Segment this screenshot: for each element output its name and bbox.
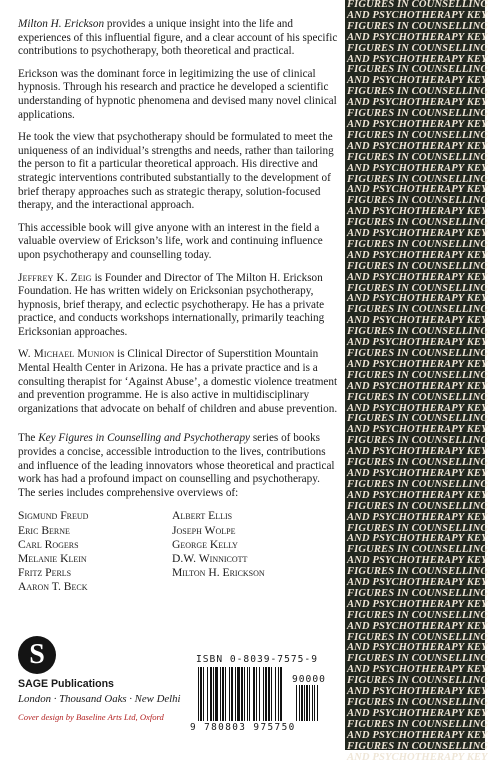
series-title: Key Figures in Counselling and Psychotherapy (38, 432, 251, 445)
barcode-bar (299, 685, 300, 721)
band-text-line: AND PSYCHOTHERAPY KEY (347, 380, 488, 392)
band-text-line: AND PSYCHOTHERAPY KEY (347, 446, 488, 458)
series-paragraph: The Key Figures in Counselling and Psychotherapy series of books provides a concise, accessible introduction to the lives, contributions and influence of the leading innovators whose theoretical and practical work has had a profound impact on counselling and psychotherapy. The series includes comprehensive overviews of: (18, 432, 335, 499)
barcode-bar (220, 667, 221, 721)
barcode-bar (263, 667, 264, 721)
band-text-line: FIGURES IN COUNSELLING (347, 64, 488, 76)
barcode-bar (256, 667, 257, 721)
band-text-line: FIGURES IN COUNSELLING (347, 42, 488, 54)
band-text-line: AND PSYCHOTHERAPY KEY (347, 577, 488, 589)
band-text-line: FIGURES IN COUNSELLING (347, 718, 488, 730)
band-text-line: FIGURES IN COUNSELLING (347, 173, 488, 185)
series-name: Sigmund Freud (18, 509, 89, 523)
band-text-line: FIGURES IN COUNSELLING (347, 435, 488, 447)
series-name: Fritz Perls (18, 566, 72, 580)
band-text-line: AND PSYCHOTHERAPY KEY (347, 511, 488, 523)
barcode-bar (222, 667, 224, 721)
band-text-line: AND PSYCHOTHERAPY KEY (347, 402, 488, 414)
price-code: 90000 (292, 674, 326, 685)
series-pattern-band (345, 0, 488, 763)
author-name-zeig: Jeffrey K. Zeig (18, 271, 92, 284)
author-name-munion: W. Michael Munion (18, 348, 115, 361)
band-text-line: AND PSYCHOTHERAPY KEY (347, 75, 488, 87)
series-name: Aaron T. Beck (18, 580, 88, 594)
series-names (18, 509, 338, 594)
band-text-line: FIGURES IN COUNSELLING (347, 151, 488, 163)
band-text-line: FIGURES IN COUNSELLING (347, 609, 488, 621)
band-text-line: FIGURES IN COUNSELLING (347, 20, 488, 32)
barcode-bar (317, 685, 318, 721)
band-text-line: AND PSYCHOTHERAPY KEY (347, 140, 488, 152)
barcode-bar (231, 667, 233, 721)
isbn-label: ISBN 0-8039-7575-9 (196, 654, 318, 665)
band-text-line: AND PSYCHOTHERAPY KEY (347, 358, 488, 370)
barcode-bar (265, 667, 267, 721)
band-text-line: AND PSYCHOTHERAPY KEY (347, 249, 488, 261)
barcode-bar (229, 667, 230, 721)
band-text-line: FIGURES IN COUNSELLING (347, 108, 488, 120)
barcode-bar (241, 667, 243, 721)
barcode-bar (259, 667, 260, 721)
barcode-bar (314, 685, 315, 721)
barcode-bar (312, 685, 313, 721)
series-name: Albert Ellis (172, 509, 233, 523)
band-text-line: FIGURES IN COUNSELLING (347, 369, 488, 381)
barcode-bar (301, 685, 303, 721)
cover-design-credit: Cover design by Baseline Arts Ltd, Oxford (18, 712, 164, 722)
band-text-line: AND PSYCHOTHERAPY KEY (347, 315, 488, 327)
band-text-line: FIGURES IN COUNSELLING (347, 544, 488, 556)
barcode-bar (198, 667, 199, 721)
band-text-line: FIGURES IN COUNSELLING (347, 697, 488, 708)
back-cover-text (18, 18, 338, 595)
band-text-line: AND PSYCHOTHERAPY KEY (347, 97, 488, 109)
band-text-line: AND PSYCHOTHERAPY KEY (347, 664, 488, 676)
band-text-line: AND PSYCHOTHERAPY KEY (347, 489, 488, 501)
barcode-digits: 9 780803 975750 (190, 722, 296, 733)
barcode-bar (215, 667, 218, 721)
band-text-line: FIGURES IN COUNSELLING (347, 478, 488, 490)
barcode-bar (237, 667, 240, 721)
band-text-line: FIGURES IN COUNSELLING (347, 413, 488, 425)
band-text-line: FIGURES IN COUNSELLING (347, 129, 488, 141)
band-text-line: FIGURES IN COUNSELLING (347, 457, 488, 469)
band-text-line: AND PSYCHOTHERAPY KEY (347, 533, 488, 545)
band-text-line: FIGURES IN COUNSELLING (347, 675, 488, 687)
barcode-bar (271, 667, 272, 721)
band-text-line: FIGURES IN COUNSELLING (347, 500, 488, 512)
band-text-line: FIGURES IN COUNSELLING (347, 217, 488, 229)
series-name: Joseph Wolpe (172, 523, 236, 537)
band-text-line: AND PSYCHOTHERAPY KEY (347, 293, 488, 305)
series-name: Melanie Klein (18, 552, 87, 566)
barcode-bar (207, 667, 208, 721)
publisher-name: SAGE Publications (18, 678, 114, 690)
barcode-bar (278, 667, 279, 721)
band-text-line: FIGURES IN COUNSELLING (347, 740, 488, 752)
band-text-line: FIGURES IN COUNSELLING (347, 391, 488, 403)
band-text-line: AND PSYCHOTHERAPY KEY (347, 271, 488, 283)
band-text-line: FIGURES IN COUNSELLING (347, 0, 488, 10)
band-text-line: AND PSYCHOTHERAPY KEY (347, 162, 488, 174)
barcode-bar (244, 667, 245, 721)
intro-paragraph: Milton H. Erickson provides a unique insight into the life and experiences of this influential figure, and a clear account of his specific contributions to psychotherapy, both theoretical and practical. (18, 18, 338, 58)
band-text-line: FIGURES IN COUNSELLING (347, 522, 488, 534)
series-name: George Kelly (172, 537, 238, 551)
band-text-line: FIGURES IN COUNSELLING (347, 86, 488, 98)
band-text-line: FIGURES IN COUNSELLING (347, 260, 488, 272)
series-names-right (172, 509, 322, 594)
band-text-line: FIGURES IN COUNSELLING (347, 282, 488, 294)
barcode-bar (304, 685, 305, 721)
series-name: Carl Rogers (18, 537, 79, 551)
band-text-line: AND PSYCHOTHERAPY KEY (347, 337, 488, 349)
band-text-line: AND PSYCHOTHERAPY KEY (347, 31, 488, 43)
barcode-bar (296, 685, 297, 721)
barcode-bar (247, 667, 248, 721)
band-text-line: AND PSYCHOTHERAPY KEY (347, 9, 488, 21)
sage-logo-icon: S (18, 636, 56, 674)
band-text-line: AND PSYCHOTHERAPY KEY (347, 729, 488, 741)
band-text-line: AND PSYCHOTHERAPY KEY (347, 184, 488, 196)
barcode-bar (268, 667, 270, 721)
barcode-bar (235, 667, 236, 721)
band-text-line: AND PSYCHOTHERAPY KEY (347, 598, 488, 610)
band-text-line: AND PSYCHOTHERAPY KEY (347, 620, 488, 632)
publisher-cities: London · Thousand Oaks · New Delhi (18, 693, 181, 705)
band-text-line: AND PSYCHOTHERAPY KEY (347, 707, 488, 719)
band-text-line: FIGURES IN COUNSELLING (347, 653, 488, 665)
barcode-bar (203, 667, 204, 721)
barcode-bar (200, 667, 202, 721)
band-text-line: FIGURES IN COUNSELLING (347, 195, 488, 207)
barcode-bar (309, 685, 310, 721)
author-zeig-bio: Jeffrey K. Zeig is Founder and Director of The Milton H. Erickson Foundation. He has written widely on Ericksonian psychotherapy, hypnosis, brief therapy, and eclectic psychotherapy. He has a private practice, and conducts workshops internationally, primarily teaching Ericksonian approaches. (18, 271, 325, 338)
barcode-icon (196, 667, 336, 723)
author-munion-bio: W. Michael Munion is Clinical Director of Superstition Mountain Mental Health Center in Arizona. He has a private practice and is a consulting therapist for ‘Against Abuse’, a domestic violence treatment and prevention programme. He is also active in multidisciplinary organizations that advocate on behalf of children and abuse prevention. (18, 348, 338, 415)
band-text-line: FIGURES IN COUNSELLING (347, 631, 488, 643)
band-text-line: AND PSYCHOTHERAPY KEY (347, 686, 488, 698)
barcode-bar (210, 667, 212, 721)
band-text-line: AND PSYCHOTHERAPY KEY (347, 751, 488, 763)
series-name: Eric Berne (18, 523, 70, 537)
approach-paragraph: He took the view that psychotherapy should be formulated to meet the uniqueness of an individual’s strengths and needs, rather than tailoring the person to fit a particular theoretical approach. His directive and strategic interventions contributed substantially to the development of brief therapy approaches such as strategic therapy, solution-focused therapy, and the interactional approach. (18, 131, 334, 212)
band-text-line: FIGURES IN COUNSELLING (347, 348, 488, 359)
band-text-line: FIGURES IN COUNSELLING (347, 587, 488, 599)
book-title: Milton H. Erickson (18, 18, 105, 30)
band-text-line: AND PSYCHOTHERAPY KEY (347, 206, 488, 218)
publisher-block (18, 636, 218, 722)
band-text-line: AND PSYCHOTHERAPY KEY (347, 424, 488, 436)
barcode-bar (275, 667, 276, 721)
barcode-bar (306, 685, 308, 721)
barcode-bar (249, 667, 250, 721)
band-text-line: AND PSYCHOTHERAPY KEY (347, 53, 488, 65)
band-text-line: FIGURES IN COUNSELLING (347, 566, 488, 578)
series-names-left (18, 509, 168, 594)
barcode-bar (280, 667, 282, 721)
band-text-line: FIGURES IN COUNSELLING (347, 238, 488, 250)
band-text-line: FIGURES IN COUNSELLING (347, 326, 488, 338)
series-name: D.W. Winnicott (172, 552, 248, 566)
barcode-bar (213, 667, 214, 721)
overview-paragraph: This accessible book will give anyone with an interest in the field a valuable overview of Erickson’s life, work and continuing influence upon psychotherapy and counselling today. (18, 221, 323, 261)
band-text-line: AND PSYCHOTHERAPY KEY (347, 118, 488, 130)
band-text-line: AND PSYCHOTHERAPY KEY (347, 467, 488, 479)
series-name: Milton H. Erickson (172, 566, 265, 580)
band-text-line: AND PSYCHOTHERAPY KEY (347, 642, 488, 654)
band-text-line: AND PSYCHOTHERAPY KEY (347, 228, 488, 240)
band-text-line: AND PSYCHOTHERAPY KEY (347, 555, 488, 567)
band-text-line: FIGURES IN COUNSELLING (347, 304, 488, 316)
barcode-bar (253, 667, 255, 721)
hypnosis-paragraph: Erickson was the dominant force in legitimizing the use of clinical hypnosis. Through his research and practice he developed a scientific understanding of hypnotic phenomena and devised many novel clinical applications. (18, 67, 337, 121)
barcode-bar (225, 667, 226, 721)
